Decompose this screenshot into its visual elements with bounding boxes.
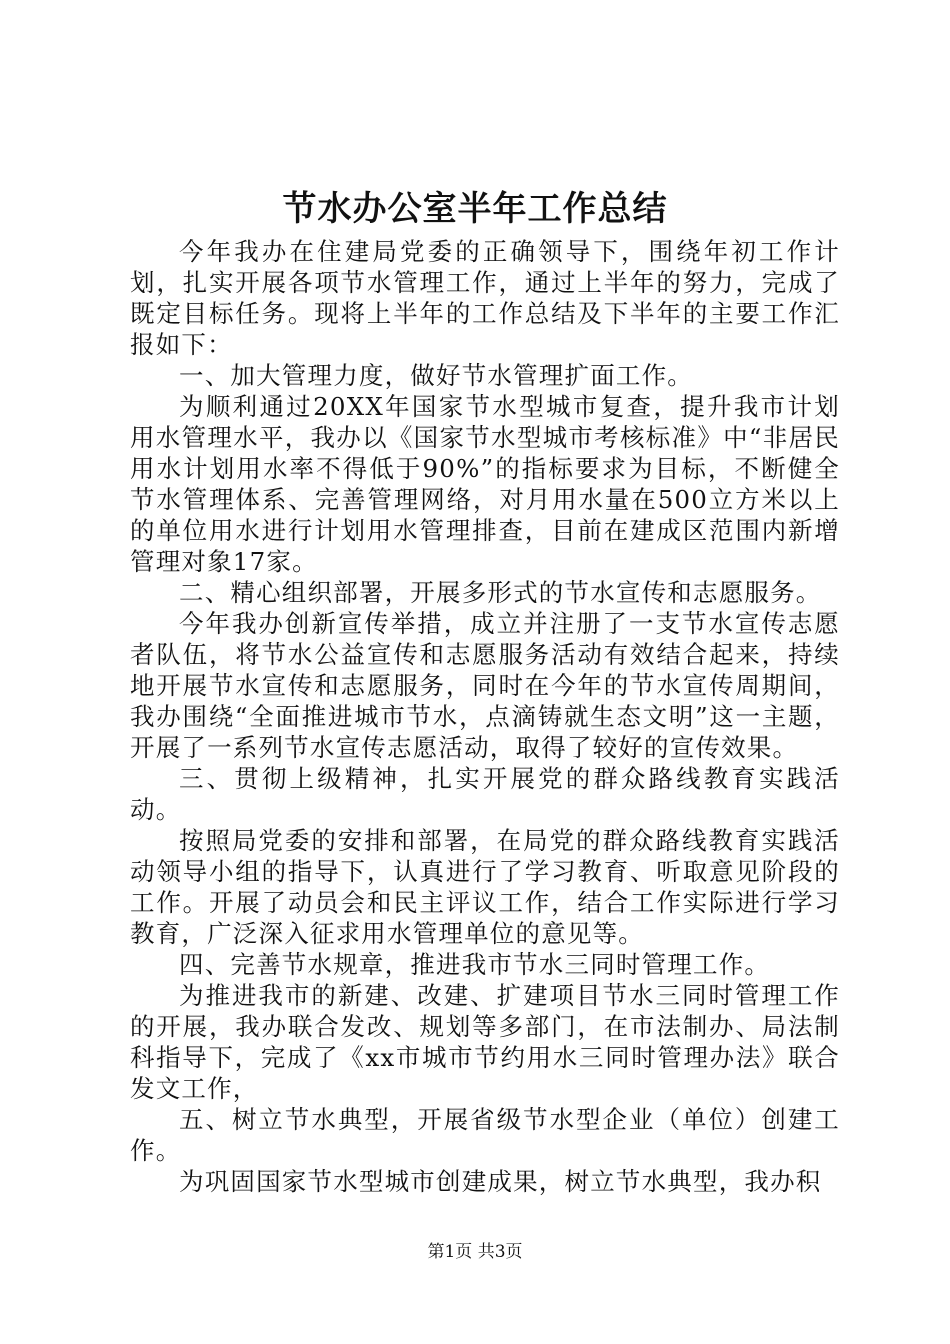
paragraph-section-1: 为顺利通过20XX年国家节水型城市复查，提升我市计划用水管理水平，我办以《国家节水型城市考核标准》中“非居民用水计划用水率不得低于90%”的指标要求为目标，不断健全节水管理体系、完善管理网络，对月用水量在500立方米以上的单位用水进行计划用水管理排查，目前在建成区范围内新增管理对象17家。 <box>130 392 840 576</box>
paragraph-section-4: 为推进我市的新建、改建、扩建项目节水三同时管理工作的开展，我办联合发改、规划等多部门，在市法制办、局法制科指导下，完成了《xx市城市节约用水三同时管理办法》联合发文工作， <box>130 981 840 1103</box>
section-heading-5: 五、树立节水典型，开展省级节水型企业（单位）创建工作。 <box>130 1105 840 1165</box>
paragraph-section-2: 今年我办创新宣传举措，成立并注册了一支节水宣传志愿者队伍，将节水公益宣传和志愿服务活动有效结合起来，持续地开展节水宣传和志愿服务，同时在今年的节水宣传周期间，我办围绕“全面推进城市节水，点滴铸就生态文明”这一主题，开展了一系列节水宣传志愿活动，取得了较好的宣传效果。 <box>130 609 840 762</box>
section-heading-3: 三、贯彻上级精神，扎实开展党的群众路线教育实践活动。 <box>130 764 840 824</box>
document-title: 节水办公室半年工作总结 <box>282 189 668 229</box>
section-heading-1: 一、加大管理力度，做好节水管理扩面工作。 <box>179 361 693 390</box>
paragraph-section-3: 按照局党委的安排和部署，在局党的群众路线教育实践活动领导小组的指导下，认真进行了学习教育、听取意见阶段的工作。开展了动员会和民主评议工作，结合工作实际进行学习教育，广泛深入征求用水管理单位的意见等。 <box>130 826 840 948</box>
document-body <box>130 236 840 1197</box>
section-heading-4: 四、完善节水规章，推进我市节水三同时管理工作。 <box>179 950 771 979</box>
section-heading-2: 二、精心组织部署，开展多形式的节水宣传和志愿服务。 <box>179 578 822 607</box>
paragraph-intro: 今年我办在住建局党委的正确领导下，围绕年初工作计划，扎实开展各项节水管理工作，通过上半年的努力，完成了既定目标任务。现将上半年的工作总结及下半年的主要工作汇报如下： <box>130 237 840 359</box>
paragraph-section-5: 为巩固国家节水型城市创建成果，树立节水典型，我办积 <box>179 1167 822 1196</box>
page-number-footer: 第1页 共3页 <box>427 1242 523 1262</box>
